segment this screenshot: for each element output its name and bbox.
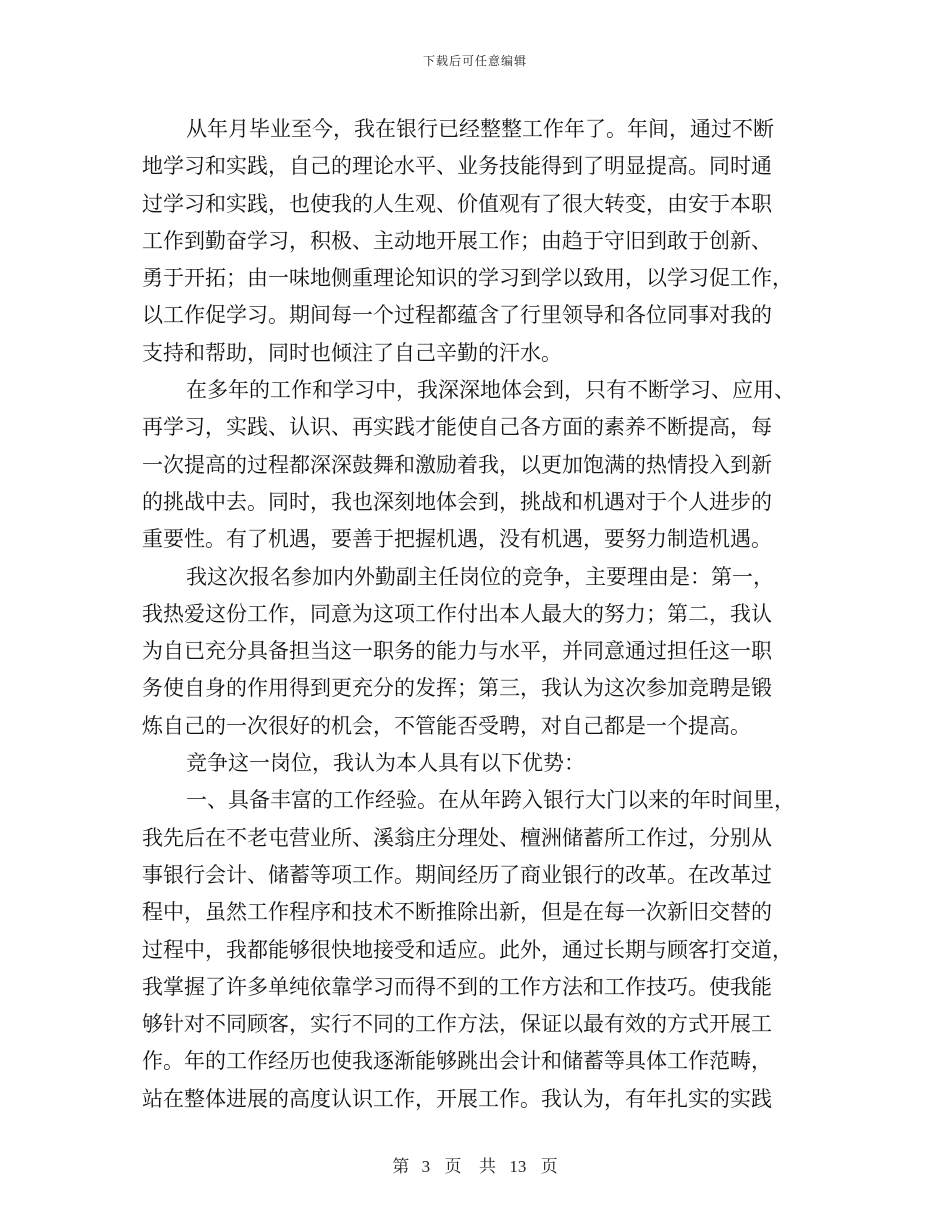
body-line: 我先后在不老屯营业所、溪翁庄分理处、檀洲储蓄所工作过，分别从 xyxy=(142,825,772,850)
page-header: 下载后可任意编辑 xyxy=(422,54,527,68)
body-line: 我热爱这份工作，同意为这项工作付出本人最大的努力；第二，我认 xyxy=(142,601,772,626)
body-line: 事银行会计、储蓄等项工作。期间经历了商业银行的改革。在改革过 xyxy=(142,862,772,887)
body-line: 工作到勤奋学习，积极、主动地开展工作；由趋于守旧到敢于创新、 xyxy=(142,228,772,253)
footer-current-page: 3 xyxy=(421,1157,431,1176)
body-line: 炼自己的一次很好的机会，不管能否受聘，对自己都是一个提高。 xyxy=(142,713,751,738)
body-line: 站在整体进展的高度认识工作，开展工作。我认为，有年扎实的实践 xyxy=(142,1086,772,1111)
body-line: 勇于开拓；由一味地侧重理论知识的学习到学以致用，以学习促工作， xyxy=(142,266,793,291)
body-line: 一、具备丰富的工作经验。在从年跨入银行大门以来的年时间里， xyxy=(186,788,795,813)
body-line: 我这次报名参加内外勤副主任岗位的竞争，主要理由是：第一， xyxy=(186,564,774,589)
body-line: 够针对不同顾客，实行不同的工作方法，保证以最有效的方式开展工 xyxy=(142,1012,772,1037)
page-footer xyxy=(0,1156,950,1178)
document-body xyxy=(142,114,808,1121)
body-line: 务使自身的作用得到更充分的发挥；第三，我认为这次参加竞聘是锻 xyxy=(142,676,772,701)
body-line: 以工作促学习。期间每一个过程都蕴含了行里领导和各位同事对我的 xyxy=(142,303,772,328)
body-line: 一次提高的过程都深深鼓舞和激励着我，以更加饱满的热情投入到新 xyxy=(142,452,772,477)
body-line: 过学习和实践，也使我的人生观、价值观有了很大转变，由安于本职 xyxy=(142,191,772,216)
footer-suffix: 页 xyxy=(540,1157,558,1177)
body-line: 过程中，我都能够很快地接受和适应。此外，通过长期与顾客打交道， xyxy=(142,937,793,962)
footer-prefix: 第 xyxy=(392,1157,410,1177)
body-line: 在多年的工作和学习中，我深深地体会到，只有不断学习、应用、 xyxy=(186,378,795,403)
footer-page-label: 页 xyxy=(444,1157,462,1177)
body-line: 我掌握了许多单纯依靠学习而得不到的工作方法和工作技巧。使我能 xyxy=(142,974,772,999)
body-line: 从年月毕业至今，我在银行已经整整工作年了。年间，通过不断 xyxy=(186,117,774,141)
body-line: 再学习，实践、认识、再实践才能使自己各方面的素养不断提高，每 xyxy=(142,415,772,440)
body-line: 程中，虽然工作程序和技术不断推除出新，但是在每一次新旧交替的 xyxy=(142,900,772,925)
body-line: 竞争这一岗位，我认为本人具有以下优势： xyxy=(186,751,585,776)
body-line: 作。年的工作经历也使我逐渐能够跳出会计和储蓄等具体工作范畴， xyxy=(142,1049,772,1074)
body-line: 重要性。有了机遇，要善于把握机遇，没有机遇，要努力制造机遇。 xyxy=(142,527,772,552)
footer-total-label: 共 xyxy=(478,1157,496,1177)
body-line: 的挑战中去。同时，我也深刻地体会到，挑战和机遇对于个人进步的 xyxy=(142,489,772,514)
body-line: 支持和帮助，同时也倾注了自己辛勤的汗水。 xyxy=(142,340,562,365)
footer-total-pages: 13 xyxy=(509,1157,527,1176)
body-line: 为自已充分具备担当这一职务的能力与水平，并同意通过担任这一职 xyxy=(142,639,772,664)
body-line: 地学习和实践，自己的理论水平、业务技能得到了明显提高。同时通 xyxy=(142,154,772,179)
